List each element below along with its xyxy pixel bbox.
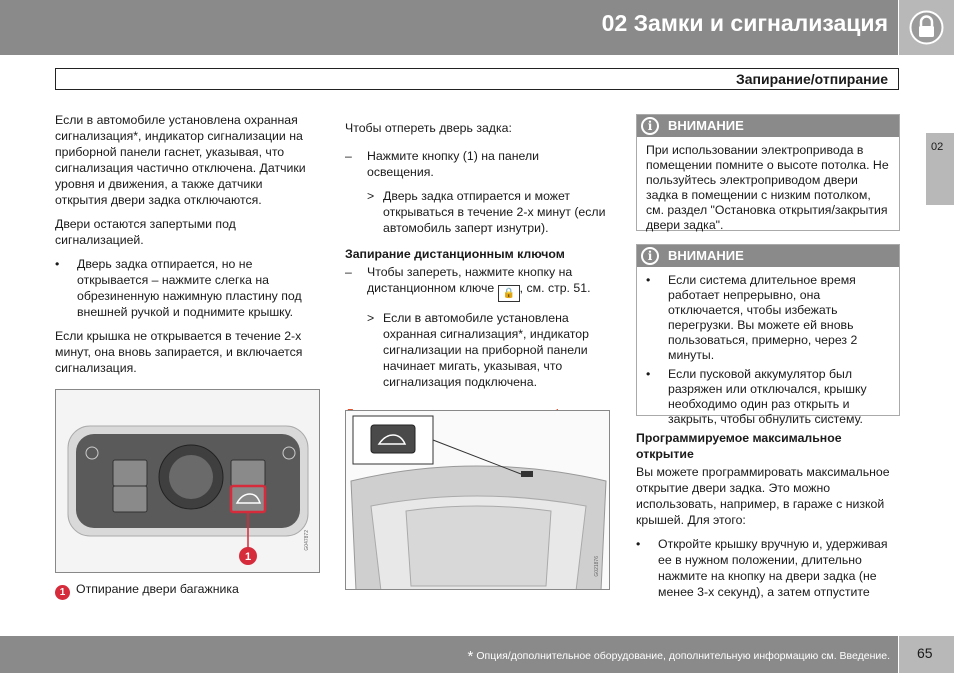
caption-text: Отпирание двери багажника — [76, 582, 239, 596]
bullet-mark: • — [646, 367, 651, 381]
section-title: Запирание/отпирание — [735, 71, 888, 87]
section-header — [55, 68, 899, 90]
chapter-title: 02 Замки и сигнализация — [601, 10, 888, 36]
bullet-mark: • — [636, 537, 641, 551]
info-icon: i — [641, 117, 659, 135]
warning-box — [636, 114, 900, 231]
result-mark: > — [367, 311, 375, 325]
list-item — [636, 536, 900, 600]
light-panel-figure — [55, 389, 320, 573]
warning-title: ВНИМАНИЕ — [668, 118, 744, 133]
list-item — [345, 148, 607, 180]
list-item-text: Нажмите кнопку (1) на панели освещения. — [367, 149, 540, 179]
section-heading: Программируемое максимальное открытие — [636, 431, 842, 461]
svg-text:1: 1 — [244, 551, 252, 563]
info-icon: i — [641, 247, 659, 265]
paragraph: Если крышка не открывается в течение 2-х минут, она вновь запирается, и включается сигнализация. — [55, 329, 303, 375]
list-item-text: Если пусковой аккумулятор был разряжен или отключался, крышку необходимо один раз открыть и закрыть, чтобы обнулить систему. — [668, 367, 867, 426]
bullet-mark: • — [646, 273, 651, 287]
paragraph: Чтобы отпереть дверь задка: — [345, 121, 512, 135]
footnote-text: Опция/дополнительное оборудование, дополнительную информацию см. Введение. — [476, 650, 890, 662]
list-item-text: Дверь задка отпирается, но не открывается – нажмите слегка на обрезиненную нажимную пластину под внешней ручкой и поднимите крышку. — [77, 257, 302, 319]
column-2 — [345, 120, 607, 422]
page-number-box — [899, 636, 954, 673]
result-item — [345, 188, 607, 236]
section-heading: Запирание дистанционным ключом — [345, 247, 565, 261]
paragraph: Двери остаются запертыми под сигнализацией. — [55, 217, 236, 247]
list-item — [345, 264, 607, 302]
result-mark: > — [367, 189, 375, 203]
footnote — [468, 648, 890, 665]
figure-code: G047872 — [304, 530, 310, 551]
result-item — [345, 310, 607, 390]
remote-lock-key-icon: 🔒 — [498, 285, 520, 302]
header-icon-box — [899, 0, 954, 55]
tailgate-illustration — [346, 411, 610, 590]
result-text: Если в автомобиле установлена охранная сигнализация*, индикатор сигнализации на приборной панели начинает мигать, указывая, что сигнализация подключена. — [383, 311, 589, 389]
dash-mark: – — [345, 265, 352, 279]
list-item — [646, 273, 890, 363]
list-item-text: Чтобы запереть, нажмите кнопку на дистанционном ключе — [367, 265, 573, 295]
figure-code: G021876 — [594, 556, 600, 577]
warning-box — [636, 244, 900, 426]
paragraph: Вы можете программировать максимальное открытие двери задка. Это можно использовать, например, в гараже с низкой крышей. Для этого: — [636, 465, 890, 527]
tailgate-figure — [345, 410, 610, 590]
warning-title: ВНИМАНИЕ — [668, 248, 744, 263]
warning-body — [637, 267, 899, 437]
chapter-tab — [926, 133, 954, 205]
lock-icon — [909, 10, 944, 45]
footer-bar — [0, 636, 898, 673]
list-item — [646, 367, 890, 427]
warning-header — [637, 115, 899, 137]
figure-caption — [55, 582, 239, 600]
column-1 — [55, 112, 317, 404]
paragraph: Если в автомобиле установлена охранная сигнализация*, индикатор сигнализации на приборной панели гаснет, указывая, что сигнализация частично отключена. Датчики уровня и движения, а также датчики открытия двери задка отключаются. — [55, 113, 306, 207]
list-item-text-end: , см. стр. 51. — [519, 281, 591, 295]
list-item — [55, 256, 317, 320]
warning-header — [637, 245, 899, 267]
header-bar — [0, 0, 898, 55]
callout-badge: 1 — [55, 585, 70, 600]
dash-mark: – — [345, 149, 352, 163]
warning-text: При использовании электропривода в помещении помните о высоте потолка. Не пользуйтесь электроприводом двери задка в помещении с низким потолком, см. раздел "Остановка открытия/закрытия двери задка". — [646, 143, 889, 232]
page-number: 65 — [917, 645, 933, 661]
light-panel-illustration — [56, 390, 320, 573]
column-3 — [636, 430, 900, 608]
result-text: Дверь задка отпирается и может открываться в течение 2-х минут (если автомобиль заперт изнутри). — [383, 189, 606, 235]
list-item-text: Откройте крышку вручную и, удерживая ее в нужном положении, длительно нажмите на кнопку на двери задка (не менее 3-х секунд), а затем отпустите — [658, 537, 888, 599]
list-item-text: Если система длительное время работает непрерывно, она отключается, чтобы избежать перегрузки. Вы можете ей вновь пользоваться, примерно, через 2 минуты. — [668, 273, 858, 362]
bullet-mark: • — [55, 257, 60, 271]
chapter-tab-label: 02 — [931, 141, 944, 153]
footnote-star: * — [467, 648, 474, 665]
